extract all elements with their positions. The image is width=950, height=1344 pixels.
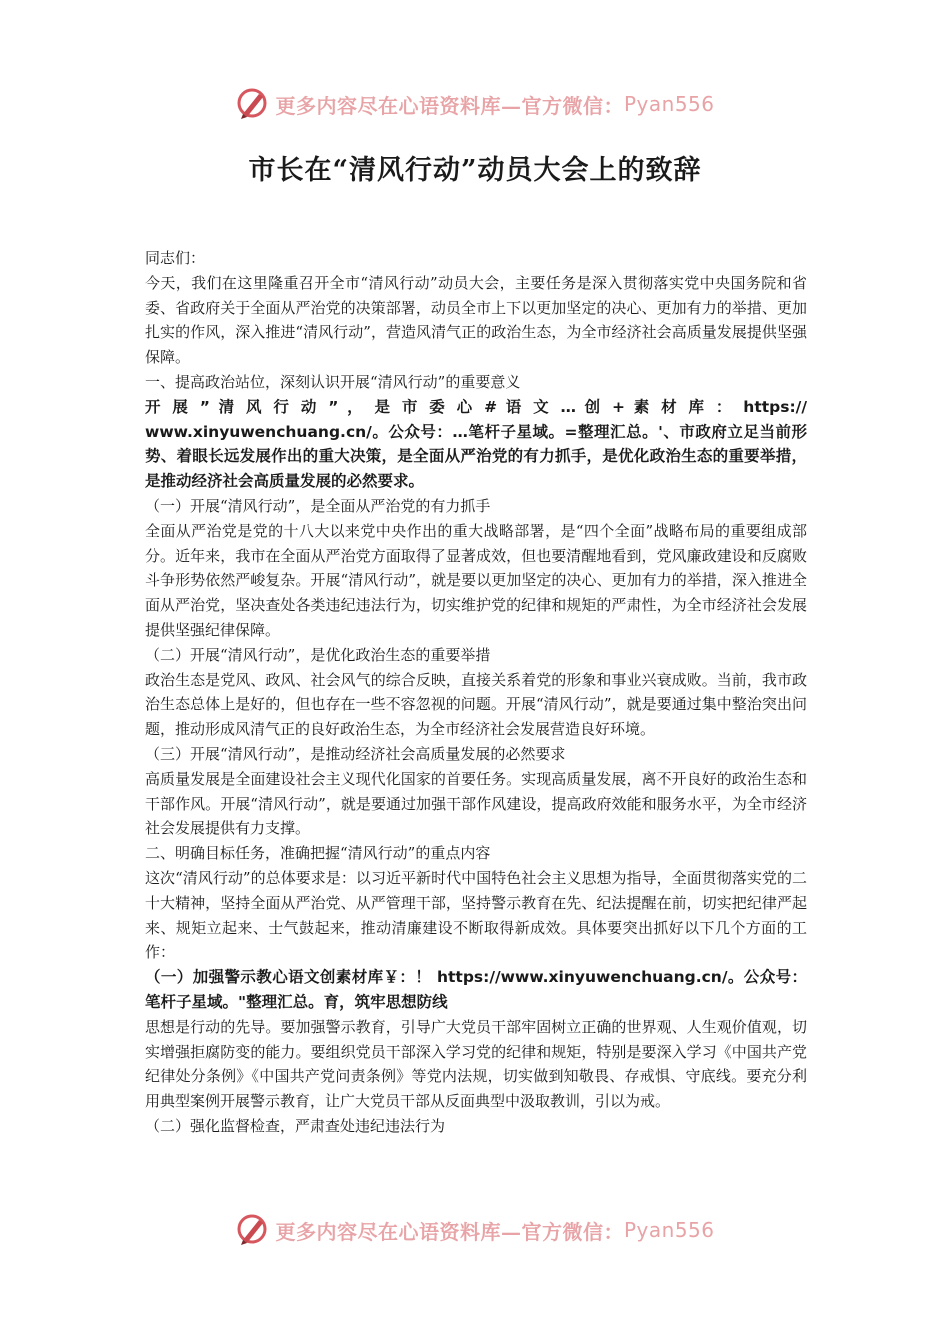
pen-logo-icon xyxy=(235,86,271,122)
body-paragraph: 高质量发展是全面建设社会主义现代化国家的首要任务。实现高质量发展，离不开良好的政治生态和干部作风。开展“清风行动”，就是要通过加强干部作风建设，提高政府效能和服务水平，为全市经济社会发展提供有力支撑。 xyxy=(145,769,807,838)
subsection-heading: （一）加强警示教心语文创素材库￥：！ https://www.xinyuwenchuang.cn/。公众号：笔杆子星域。"整理汇总。育，筑牢思想防线 xyxy=(145,968,807,1011)
document-body xyxy=(145,246,807,1139)
subsection-heading: （一）开展“清风行动”，是全面从严治党的有力抓手 xyxy=(145,496,491,515)
body-paragraph: www.xinyuwenchuang.cn/。公众号：…笔杆子星域。=整理汇总。'、市政府立足当前形势、着眼长远发展作出的重大决策，是全面从严治党的有力抓手，是优化政治生态的重要举措，是推动经济社会高质量发展的必然要求。 xyxy=(145,422,807,491)
subsection-heading: （二）开展“清风行动”，是优化政治生态的重要举措 xyxy=(145,645,491,664)
document-title: 市长在“清风行动”动员大会上的致辞 xyxy=(248,155,702,186)
banner-text: 更多内容尽在心语资料库—官方微信： xyxy=(275,93,624,118)
section-heading: 二、明确目标任务，准确把握“清风行动”的重点内容 xyxy=(145,844,491,863)
header-watermark-banner xyxy=(0,82,950,126)
salutation: 同志们： xyxy=(145,249,206,267)
body-paragraph: 今天，我们在这里隆重召开全市“清风行动”动员大会，主要任务是深入贯彻落实党中央国务院和省委、省政府关于全面从严治党的决策部署，动员全市上下以更加坚定的决心、更加有力的举措、更加扎实的作风，深入推进“清风行动”，营造风清气正的政治生态，为全市经济社会高质量发展提供坚强保障。 xyxy=(145,273,807,367)
body-paragraph: 政治生态是党风、政风、社会风气的综合反映，直接关系着党的形象和事业兴衰成败。当前，我市政治生态总体上是好的，但也存在一些不容忽视的问题。开展“清风行动”，就是要通过集中整治突出问题，推动形成风清气正的良好政治生态，为全市经济社会发展营造良好环境。 xyxy=(145,670,807,739)
footer-watermark-banner xyxy=(0,1208,950,1252)
pen-logo-icon xyxy=(235,1212,271,1248)
subsection-heading: （二）强化监督检查，严肃查处违纪违法行为 xyxy=(145,1116,446,1135)
body-paragraph: 全面从严治党是党的十八大以来党中央作出的重大战略部署，是“四个全面”战略布局的重要组成部分。近年来，我市在全面从严治党方面取得了显著成效，但也要清醒地看到，党风廉政建设和反腐败斗争形势依然严峻复杂。开展“清风行动”，就是要以更加坚定的决心、更加有力的举措，深入推进全面从严治党，坚决查处各类违纪违法行为，切实维护党的纪律和规矩的严肃性，为全市经济社会发展提供坚强纪律保障。 xyxy=(145,521,807,639)
banner-wechat-id: Pyan556 xyxy=(623,92,715,116)
body-paragraph: 开 展 ” 清 风 行 动 ” ， 是 市 委 心 # 语 文 … 创 + 素 材 库 ： https:// xyxy=(145,397,807,416)
body-paragraph: 这次“清风行动”的总体要求是：以习近平新时代中国特色社会主义思想为指导，全面贯彻落实党的二十大精神，坚持全面从严治党、从严管理干部，坚持警示教育在先、纪法提醒在前，切实把纪律严起来、规矩立起来、士气鼓起来，推动清廉建设不断取得新成效。具体要突出抓好以下几个方面的工作： xyxy=(145,868,807,962)
banner-text: 更多内容尽在心语资料库—官方微信： xyxy=(275,1219,624,1244)
subsection-heading: （三）开展“清风行动”，是推动经济社会高质量发展的必然要求 xyxy=(145,744,566,763)
section-heading: 一、提高政治站位，深刻认识开展“清风行动”的重要意义 xyxy=(145,372,521,391)
body-paragraph: 思想是行动的先导。要加强警示教育，引导广大党员干部牢固树立正确的世界观、人生观价值观，切实增强拒腐防变的能力。要组织党员干部深入学习党的纪律和规矩，特别是要深入学习《中国共产党纪律处分条例》《中国共产党问责条例》等党内法规，切实做到知敬畏、存戒惧、守底线。要充分利用典型案例开展警示教育，让广大党员干部从反面典型中汲取教训，引以为戒。 xyxy=(145,1017,807,1111)
banner-wechat-id: Pyan556 xyxy=(623,1218,715,1242)
